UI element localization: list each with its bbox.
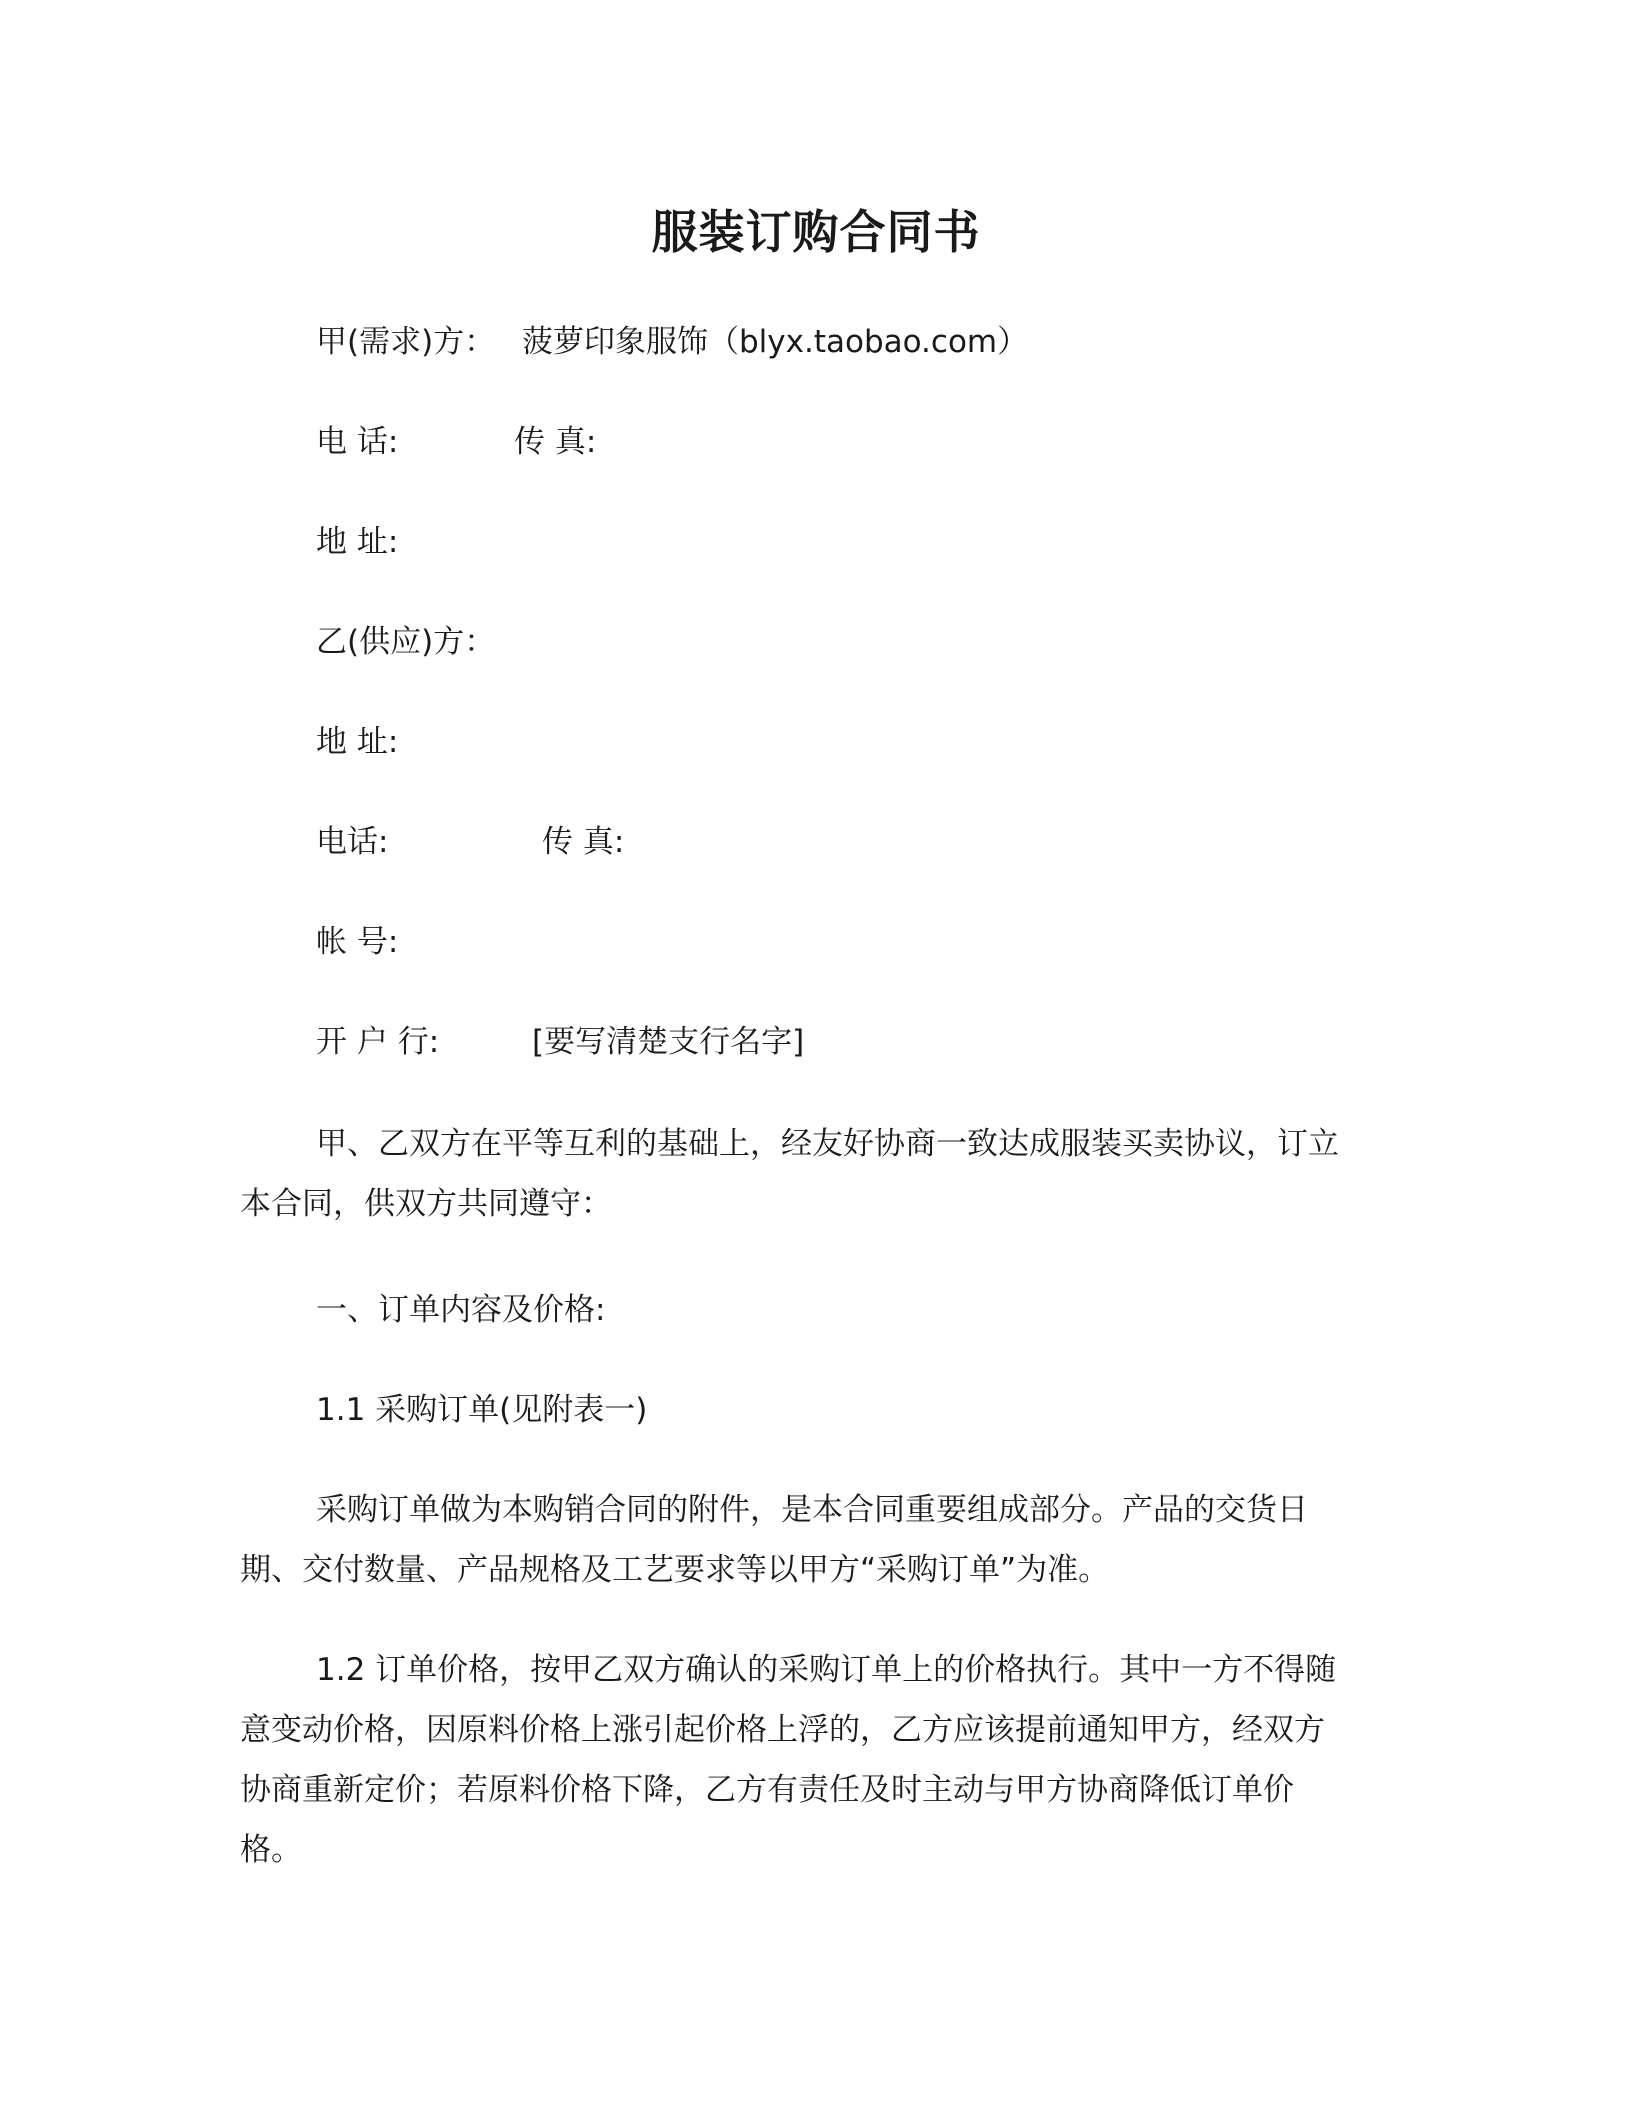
item-1-2-paragraph	[240, 1640, 1370, 1880]
party-b-account-label: 帐 号:	[316, 924, 399, 960]
party-b-address-label: 地 址:	[316, 724, 399, 760]
item-1-1-description	[240, 1480, 1370, 1600]
intro-paragraph	[240, 1114, 1370, 1234]
party-a-label: 甲(需求)方：	[316, 324, 496, 360]
intro-line-2: 本合同，供双方共同遵守：	[240, 1186, 612, 1222]
item-1-2-line-4: 格。	[240, 1832, 302, 1868]
item-1-1-desc-line-2: 期、交付数量、产品规格及工艺要求等以甲方“采购订单”为准。	[240, 1552, 1110, 1588]
item-1-2-line-2: 意变动价格，因原料价格上涨引起价格上浮的，乙方应该提前通知甲方，经双方	[240, 1712, 1325, 1748]
party-a-address-label: 地 址:	[316, 524, 399, 560]
party-b-fax-label: 传 真:	[542, 824, 625, 860]
party-a-value: 菠萝印象服饰（blyx.taobao.com）	[522, 324, 1029, 360]
party-b-bank-label: 开 户 行:	[316, 1024, 440, 1060]
document-title: 服装订购合同书	[651, 205, 981, 259]
intro-line-1: 甲、乙双方在平等互利的基础上，经友好协商一致达成服装买卖协议，订立	[316, 1126, 1339, 1162]
item-1-2-line-3: 协商重新定价；若原料价格下降，乙方有责任及时主动与甲方协商降低订单价	[240, 1772, 1294, 1808]
party-b-phone-label: 电话:	[316, 824, 389, 860]
party-a-fax-label: 传 真:	[514, 424, 597, 460]
party-b-label: 乙(供应)方：	[316, 624, 496, 660]
party-b-bank-value: [要写清楚支行名字]	[532, 1024, 805, 1060]
item-1-1-desc-line-1: 采购订单做为本购销合同的附件，是本合同重要组成部分。产品的交货日	[316, 1492, 1308, 1528]
party-a-phone-label: 电 话:	[316, 424, 399, 460]
item-1-2-line-1: 1.2 订单价格，按甲乙双方确认的采购订单上的价格执行。其中一方不得随	[316, 1652, 1337, 1688]
contract-page: 服装订购合同书 甲(需求)方： 菠萝印象服饰（blyx.taobao.com） 电 话: 传 真: 地 址: 乙(供应)方： 地 址: 电话: 传 真: 帐 号: 开 户 行: [要写清楚支行名字] 甲、乙双方在平等互利的基础上，经友好协商一致达成服装买卖协议，订立 本合同，供双方共同遵守： 一、订单内容及价格: 1.1 采购订单(见附表一) 采购订单做为本购销合同的附件，是本合同重要组成部分。产品的交货日 期、交付数量、产品规格及工艺要求等以甲方“采购订单”为准。 1.2 订单价格，按甲乙双方确认的采购订单上的价格执行。其中一方不得随 意变动价格，因原料价格上涨引起价格上浮的，乙方应该提前通知甲方，经双方 协商重新定价；若原料价格下降，乙方有责任及时主动与甲方协商降低订单价 格。	[0, 0, 1632, 2112]
